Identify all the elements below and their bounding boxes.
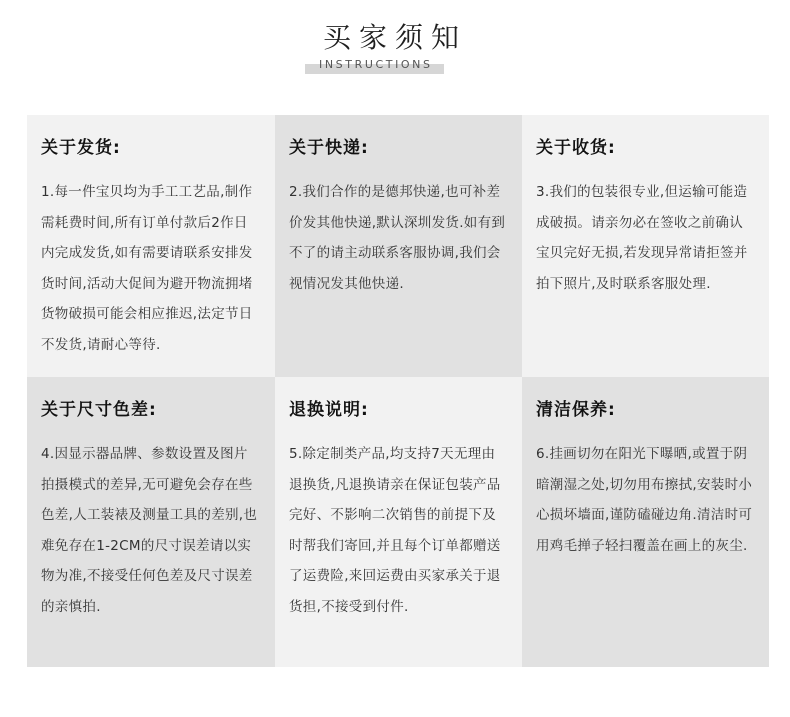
card-body: 4.因显示器品牌、参数设置及图片拍摄模式的差异,无可避免会存在些色差,人工装裱及测量工具的差别,也难免存在1-2CM的尺寸误差请以实物为准,不接受任何色差及尺寸误差的亲慎拍. [41,446,258,615]
card-express [275,115,522,377]
card-body: 2.我们合作的是德邦快递,也可补差价发其他快递,默认深圳发货.如有到不了的请主动联系客服协调,我们会视情况发其他快递. [289,184,506,292]
card-title: 关于尺寸色差: [41,400,157,420]
card-title: 退换说明: [289,400,369,420]
card-title: 关于快递: [289,138,369,158]
card-shipping [27,115,275,377]
card-size-color [27,377,275,667]
card-body: 3.我们的包装很专业,但运输可能造成破损。请亲勿必在签收之前确认宝贝完好无损,若发现异常请拒签并拍下照片,及时联系客服处理. [536,184,748,292]
card-cleaning [522,377,769,667]
subtitle-bar [305,58,444,72]
card-title: 清洁保养: [536,400,616,420]
card-body: 6.挂画切勿在阳光下曝晒,或置于阴暗潮湿之处,切勿用布擦拭,安装时小心损坏墙面,谨防磕碰边角.清洁时可用鸡毛掸子轻扫覆盖在画上的灰尘. [536,446,753,554]
card-title: 关于收货: [536,138,616,158]
page-title: 买家须知 [322,21,467,54]
card-body: 1.每一件宝贝均为手工工艺品,制作需耗费时间,所有订单付款后2作日内完成发货,如有需要请联系安排发货时间,活动大促间为避开物流拥堵货物破损可能会相应推迟,法定节日不发货,请耐心等待. [41,184,253,353]
page-subtitle: INSTRUCTIONS [319,58,433,71]
card-title: 关于发货: [41,138,121,158]
card-returns [275,377,522,667]
card-receiving [522,115,769,377]
page-header [0,0,790,100]
card-body: 5.除定制类产品,均支持7天无理由退换货,凡退换请亲在保证包装产品完好、不影响二次销售的前提下及时帮我们寄回,并且每个订单都赠送了运费险,来回运费由买家承关于退货担,不接受到付件. [289,446,501,615]
notice-grid [27,115,769,667]
